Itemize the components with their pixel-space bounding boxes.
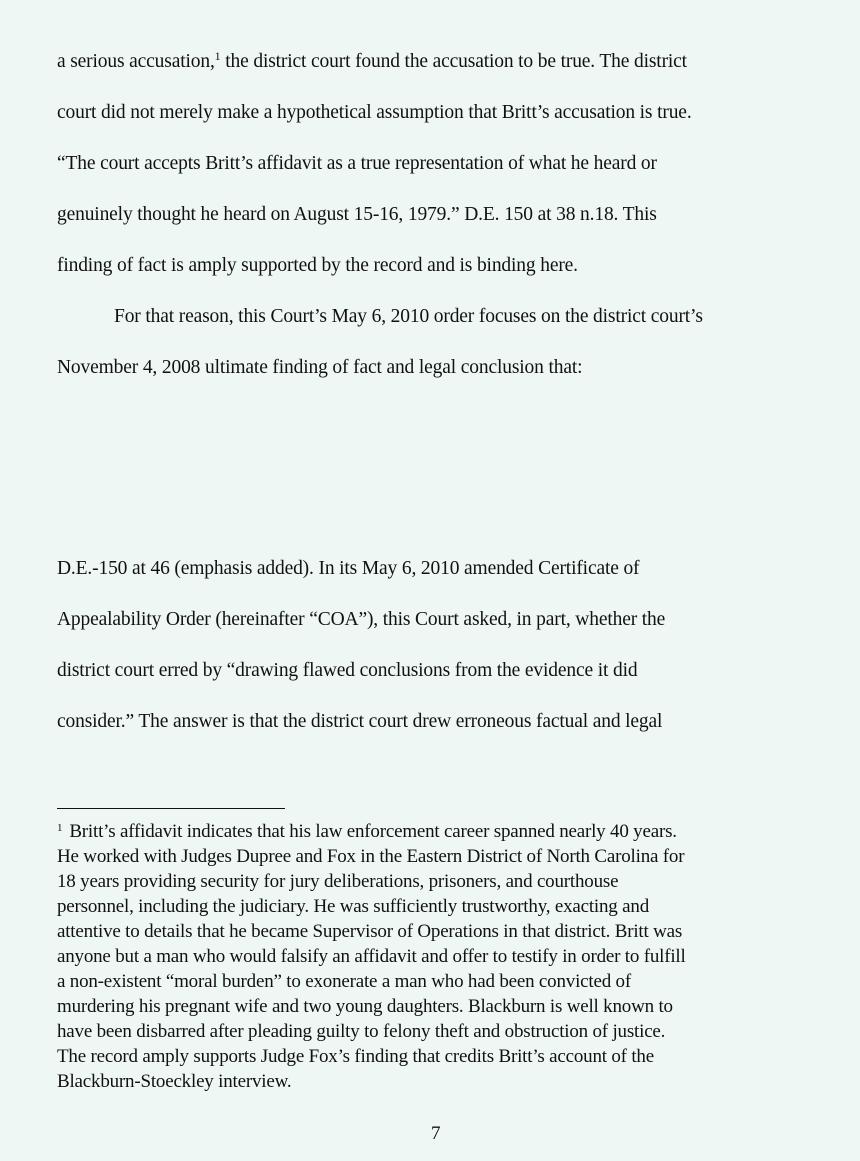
footnote-reference[interactable]: 1 (214, 49, 221, 63)
body-line: district court erred by “drawing flawed conclusions from the evidence it did (57, 660, 638, 681)
footnote-line: Blackburn-Stoeckley interview. (57, 1071, 292, 1092)
footnote-line: personnel, including the judiciary. He was sufficiently trustworthy, exacting and (57, 896, 649, 917)
body-line: November 4, 2008 ultimate finding of fact and legal conclusion that: (57, 357, 583, 378)
body-line: genuinely thought he heard on August 15-16, 1979.” D.E. 150 at 38 n.18. This (57, 204, 657, 225)
body-line: “The court accepts Britt’s affidavit as a true representation of what he heard or (57, 153, 657, 174)
footnote-line: He worked with Judges Dupree and Fox in the Eastern District of North Carolina for (57, 846, 685, 867)
body-line: court did not merely make a hypothetical assumption that Britt’s accusation is true. (57, 102, 692, 123)
body-text: the district court found the accusation to be true. The district (220, 51, 687, 72)
footnote-separator (57, 808, 285, 809)
footnote-line: attentive to details that he became Supervisor of Operations in that district. Britt was (57, 921, 683, 942)
footnote-line: 18 years providing security for jury deliberations, prisoners, and courthouse (57, 871, 619, 892)
body-line: consider.” The answer is that the district court drew erroneous factual and legal (57, 711, 663, 732)
body-line: finding of fact is amply supported by the record and is binding here. (57, 255, 578, 276)
page-number: 7 (431, 1123, 441, 1144)
footnote-text: Britt’s affidavit indicates that his law enforcement career spanned nearly 40 years. (69, 821, 677, 842)
footnote-line: a non-existent “moral burden” to exonerate a man who had been convicted of (57, 971, 631, 992)
footnote-number: 1 (57, 822, 63, 834)
footnote-line: have been disbarred after pleading guilty to felony theft and obstruction of justice. (57, 1021, 666, 1042)
body-text: a serious accusation, (57, 51, 215, 72)
footnote-line: The record amply supports Judge Fox’s finding that credits Britt’s account of the (57, 1046, 654, 1067)
body-line: D.E.-150 at 46 (emphasis added). In its May 6, 2010 amended Certificate of (57, 558, 640, 579)
body-line: For that reason, this Court’s May 6, 2010 order focuses on the district court’s (114, 306, 703, 327)
body-line: Appealability Order (hereinafter “COA”), this Court asked, in part, whether the (57, 609, 666, 630)
body-line (57, 50, 687, 74)
footnote-line: anyone but a man who would falsify an affidavit and offer to testify in order to fulfill (57, 946, 686, 967)
footnote-line (57, 820, 677, 844)
footnote-line: murdering his pregnant wife and two young daughters. Blackburn is well known to (57, 996, 673, 1017)
